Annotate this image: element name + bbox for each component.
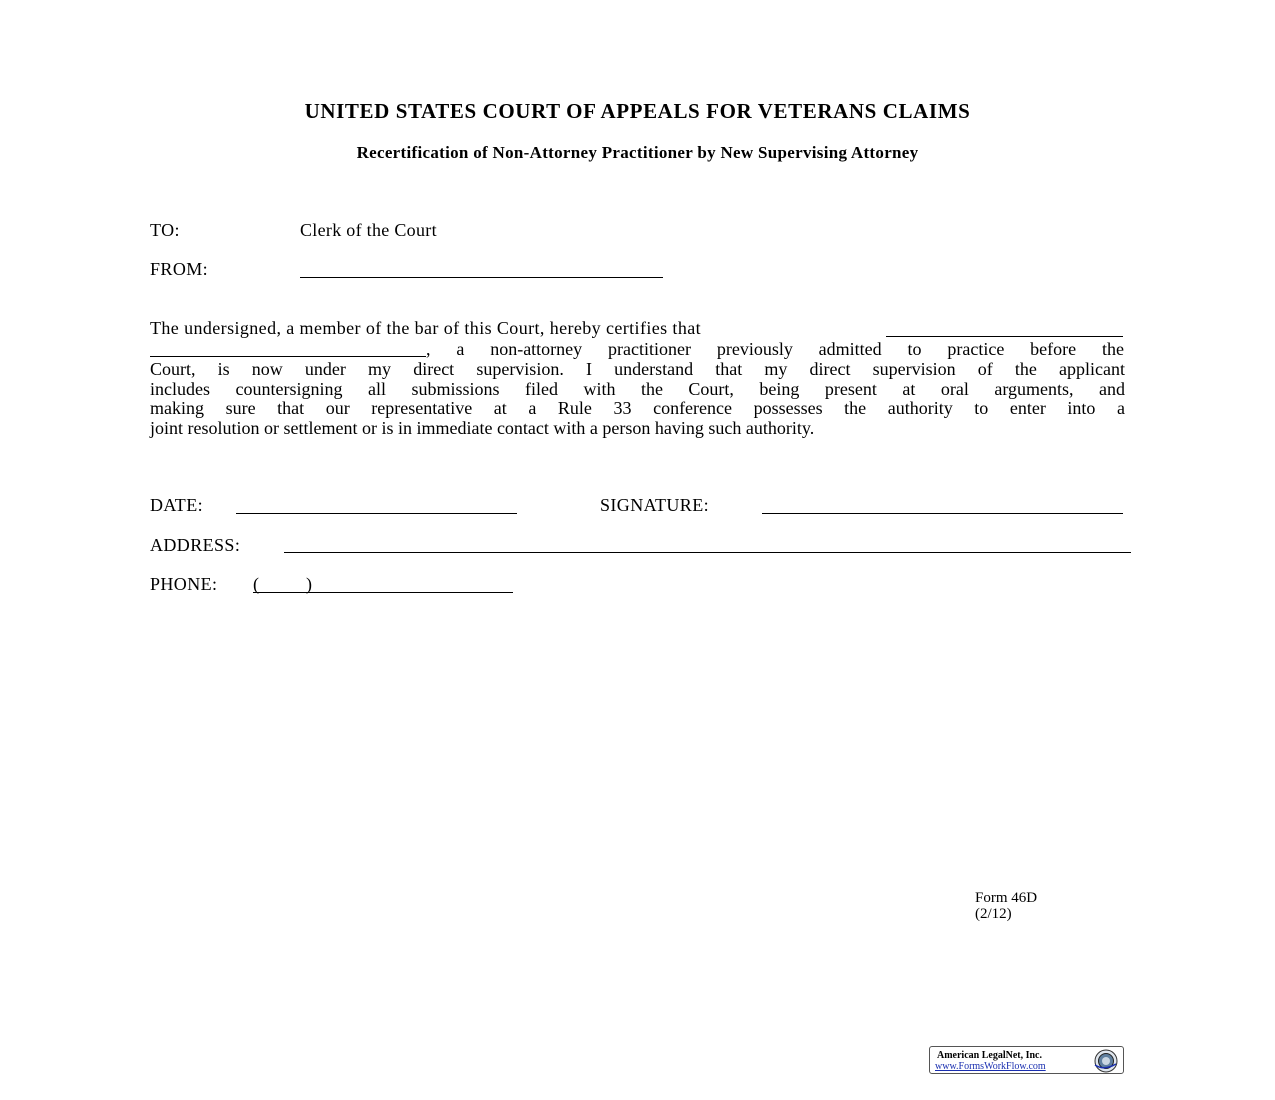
publisher-link[interactable]: www.FormsWorkFlow.com xyxy=(935,1061,1046,1072)
form-revision: (2/12) xyxy=(975,906,1012,922)
publisher-name: American LegalNet, Inc. xyxy=(937,1050,1042,1061)
from-label: FROM: xyxy=(150,259,209,279)
certification-line-3: Court, is now under my direct supervision. I understand that my direct supervision of the applicant xyxy=(150,359,1125,379)
form-number: Form 46D xyxy=(975,890,1038,906)
address-field-line[interactable] xyxy=(284,552,1131,553)
to-value: Clerk of the Court xyxy=(300,220,437,240)
certification-line-4: includes countersigning all submissions filed with the Court, being present at oral arguments, and xyxy=(150,379,1125,399)
from-field-line xyxy=(300,277,663,278)
phone-label: PHONE: xyxy=(150,574,218,594)
certification-line-5: making sure that our representative at a Rule 33 conference possesses the authority to enter into a xyxy=(150,398,1125,418)
signature-field-line[interactable] xyxy=(762,513,1123,514)
practitioner-name-field-line-a[interactable] xyxy=(886,336,1123,337)
address-label: ADDRESS: xyxy=(150,535,241,555)
publisher-logo-icon xyxy=(1086,1049,1120,1073)
phone-area-close: ) xyxy=(306,574,313,594)
certification-line-2: , a non-attorney practitioner previously admitted to practice before the xyxy=(426,339,1124,359)
publisher-badge[interactable] xyxy=(929,1046,1124,1074)
to-label: TO: xyxy=(150,220,180,240)
signature-label: SIGNATURE: xyxy=(600,495,710,515)
practitioner-name-field-line-b[interactable] xyxy=(150,356,426,357)
form-subtitle: Recertification of Non-Attorney Practitioner by New Supervising Attorney xyxy=(356,143,919,162)
from-field[interactable] xyxy=(302,259,662,279)
certification-line-6: joint resolution or settlement or is in immediate contact with a person having such authority. xyxy=(150,418,815,438)
phone-area-open: ( xyxy=(253,574,260,594)
date-label: DATE: xyxy=(150,495,203,515)
page-title: UNITED STATES COURT OF APPEALS FOR VETERANS CLAIMS xyxy=(304,99,971,123)
certification-line-1: The undersigned, a member of the bar of this Court, hereby certifies that xyxy=(150,318,702,338)
date-field-line[interactable] xyxy=(236,513,517,514)
phone-field-line[interactable] xyxy=(253,592,513,593)
